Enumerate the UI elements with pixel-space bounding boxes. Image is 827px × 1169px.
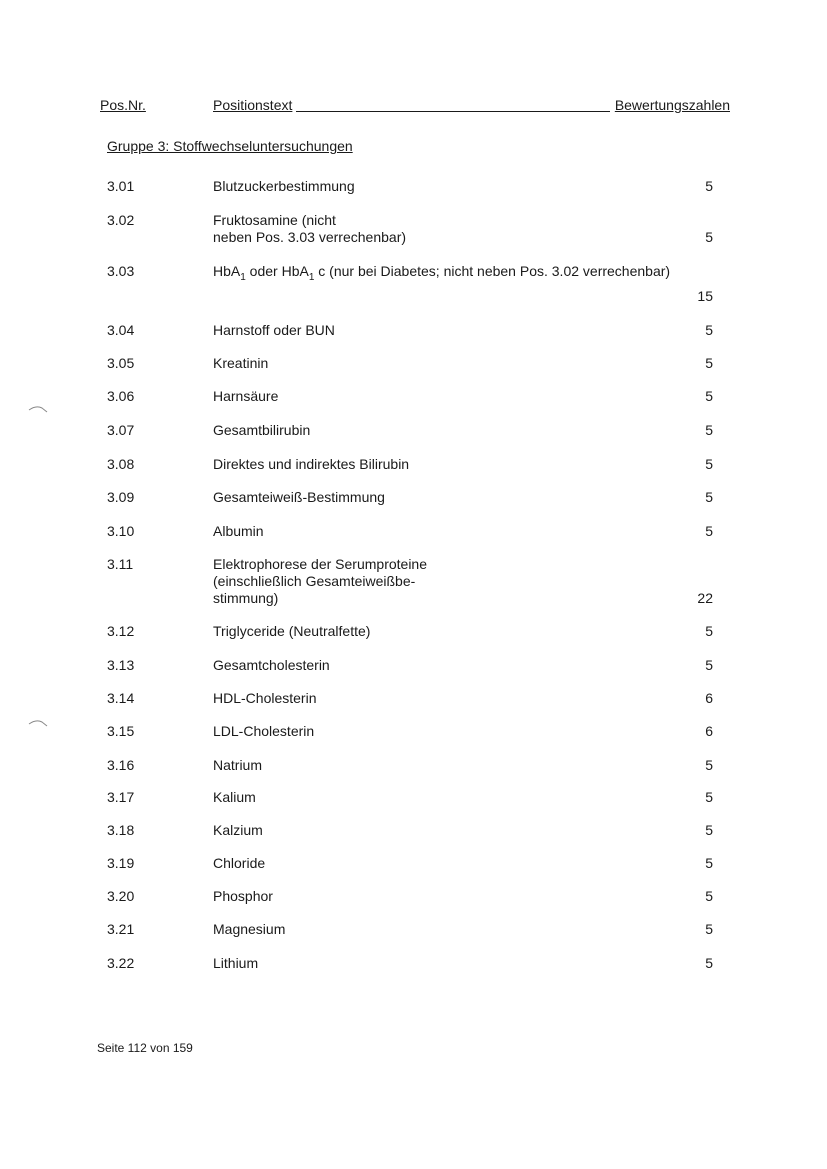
pos-score: 5 bbox=[705, 355, 713, 371]
pos-number: 3.10 bbox=[107, 523, 135, 539]
pos-number: 3.06 bbox=[107, 388, 135, 404]
pos-text: Elektrophorese der Serumproteine (einschließlich Gesamteiweißbe- stimmung) bbox=[213, 556, 428, 606]
pos-text: Natrium bbox=[213, 757, 263, 773]
pos-score: 5 bbox=[705, 422, 713, 438]
pos-score: 5 bbox=[705, 921, 713, 937]
pos-text: Fruktosamine (nicht neben Pos. 3.03 verrechenbar) bbox=[213, 212, 407, 245]
pos-number: 3.17 bbox=[107, 789, 135, 805]
pos-score: 6 bbox=[705, 723, 713, 739]
scan-mark bbox=[28, 718, 48, 728]
pos-score: 5 bbox=[705, 757, 713, 773]
pos-score: 5 bbox=[705, 955, 713, 971]
pos-number: 3.02 bbox=[107, 212, 135, 228]
pos-number: 3.21 bbox=[107, 921, 135, 937]
pos-text: Kalium bbox=[213, 789, 256, 805]
pos-text: Phosphor bbox=[213, 888, 273, 904]
pos-number: 3.22 bbox=[107, 955, 135, 971]
pos-score: 5 bbox=[705, 822, 713, 838]
pos-score: 5 bbox=[705, 178, 713, 194]
pos-score: 5 bbox=[705, 322, 713, 338]
pos-text: Blutzuckerbestimmung bbox=[213, 178, 355, 194]
pos-text: Chloride bbox=[213, 855, 266, 871]
pos-text: Kalzium bbox=[213, 822, 263, 838]
pos-score: 5 bbox=[705, 489, 713, 505]
pos-text: Kreatinin bbox=[213, 355, 269, 371]
header-pos-nr: Pos.Nr. bbox=[100, 97, 146, 113]
pos-text: Direktes und indirektes Bilirubin bbox=[213, 456, 410, 472]
pos-text: HDL-Cholesterin bbox=[213, 690, 317, 706]
pos-number: 3.03 bbox=[107, 263, 135, 279]
pos-number: 3.09 bbox=[107, 489, 135, 505]
pos-text: Albumin bbox=[213, 523, 264, 539]
pos-text: LDL-Cholesterin bbox=[213, 723, 315, 739]
pos-number: 3.11 bbox=[107, 556, 134, 572]
header-bewertungszahlen: Bewertungszahlen bbox=[614, 97, 730, 113]
pos-text: HbA$_1$ oder HbA$_1$ c (nur bei Diabetes; nicht neben Pos. 3.02 verrechenbar) bbox=[213, 263, 671, 283]
pos-number: 3.08 bbox=[107, 456, 135, 472]
pos-score: 15 bbox=[697, 288, 713, 304]
pos-text: Harnstoff oder BUN bbox=[213, 322, 335, 338]
pos-score: 5 bbox=[705, 456, 713, 472]
pos-number: 3.04 bbox=[107, 322, 135, 338]
pos-number: 3.12 bbox=[107, 623, 135, 639]
pos-text: Lithium bbox=[213, 955, 259, 971]
pos-number: 3.07 bbox=[107, 422, 135, 438]
pos-text: Gesamtcholesterin bbox=[213, 657, 330, 673]
header-rule bbox=[296, 111, 610, 112]
pos-score: 5 bbox=[705, 657, 713, 673]
header-positionstext: Positionstext bbox=[213, 97, 293, 113]
pos-score: 5 bbox=[705, 623, 713, 639]
pos-text: Gesamtbilirubin bbox=[213, 422, 311, 438]
pos-number: 3.15 bbox=[107, 723, 135, 739]
page-footer: Seite 112 von 159 bbox=[97, 1041, 193, 1055]
pos-score: 5 bbox=[705, 855, 713, 871]
pos-score: 5 bbox=[705, 888, 713, 904]
pos-score: 5 bbox=[705, 789, 713, 805]
pos-score: 22 bbox=[697, 590, 713, 606]
pos-score: 5 bbox=[705, 523, 713, 539]
pos-number: 3.16 bbox=[107, 757, 135, 773]
pos-score: 5 bbox=[705, 388, 713, 404]
pos-number: 3.13 bbox=[107, 657, 135, 673]
pos-text: Magnesium bbox=[213, 921, 286, 937]
pos-text: Gesamteiweiß-Bestimmung bbox=[213, 489, 385, 505]
pos-number: 3.05 bbox=[107, 355, 135, 371]
pos-number: 3.14 bbox=[107, 690, 135, 706]
pos-score: 5 bbox=[705, 229, 713, 245]
scan-mark bbox=[28, 404, 48, 414]
pos-number: 3.01 bbox=[107, 178, 135, 194]
pos-number: 3.20 bbox=[107, 888, 135, 904]
pos-number: 3.19 bbox=[107, 855, 135, 871]
group-title: Gruppe 3: Stoffwechseluntersuchungen bbox=[107, 138, 353, 154]
pos-number: 3.18 bbox=[107, 822, 135, 838]
pos-text: Harnsäure bbox=[213, 388, 279, 404]
pos-score: 6 bbox=[705, 690, 713, 706]
pos-text: Triglyceride (Neutralfette) bbox=[213, 623, 371, 639]
